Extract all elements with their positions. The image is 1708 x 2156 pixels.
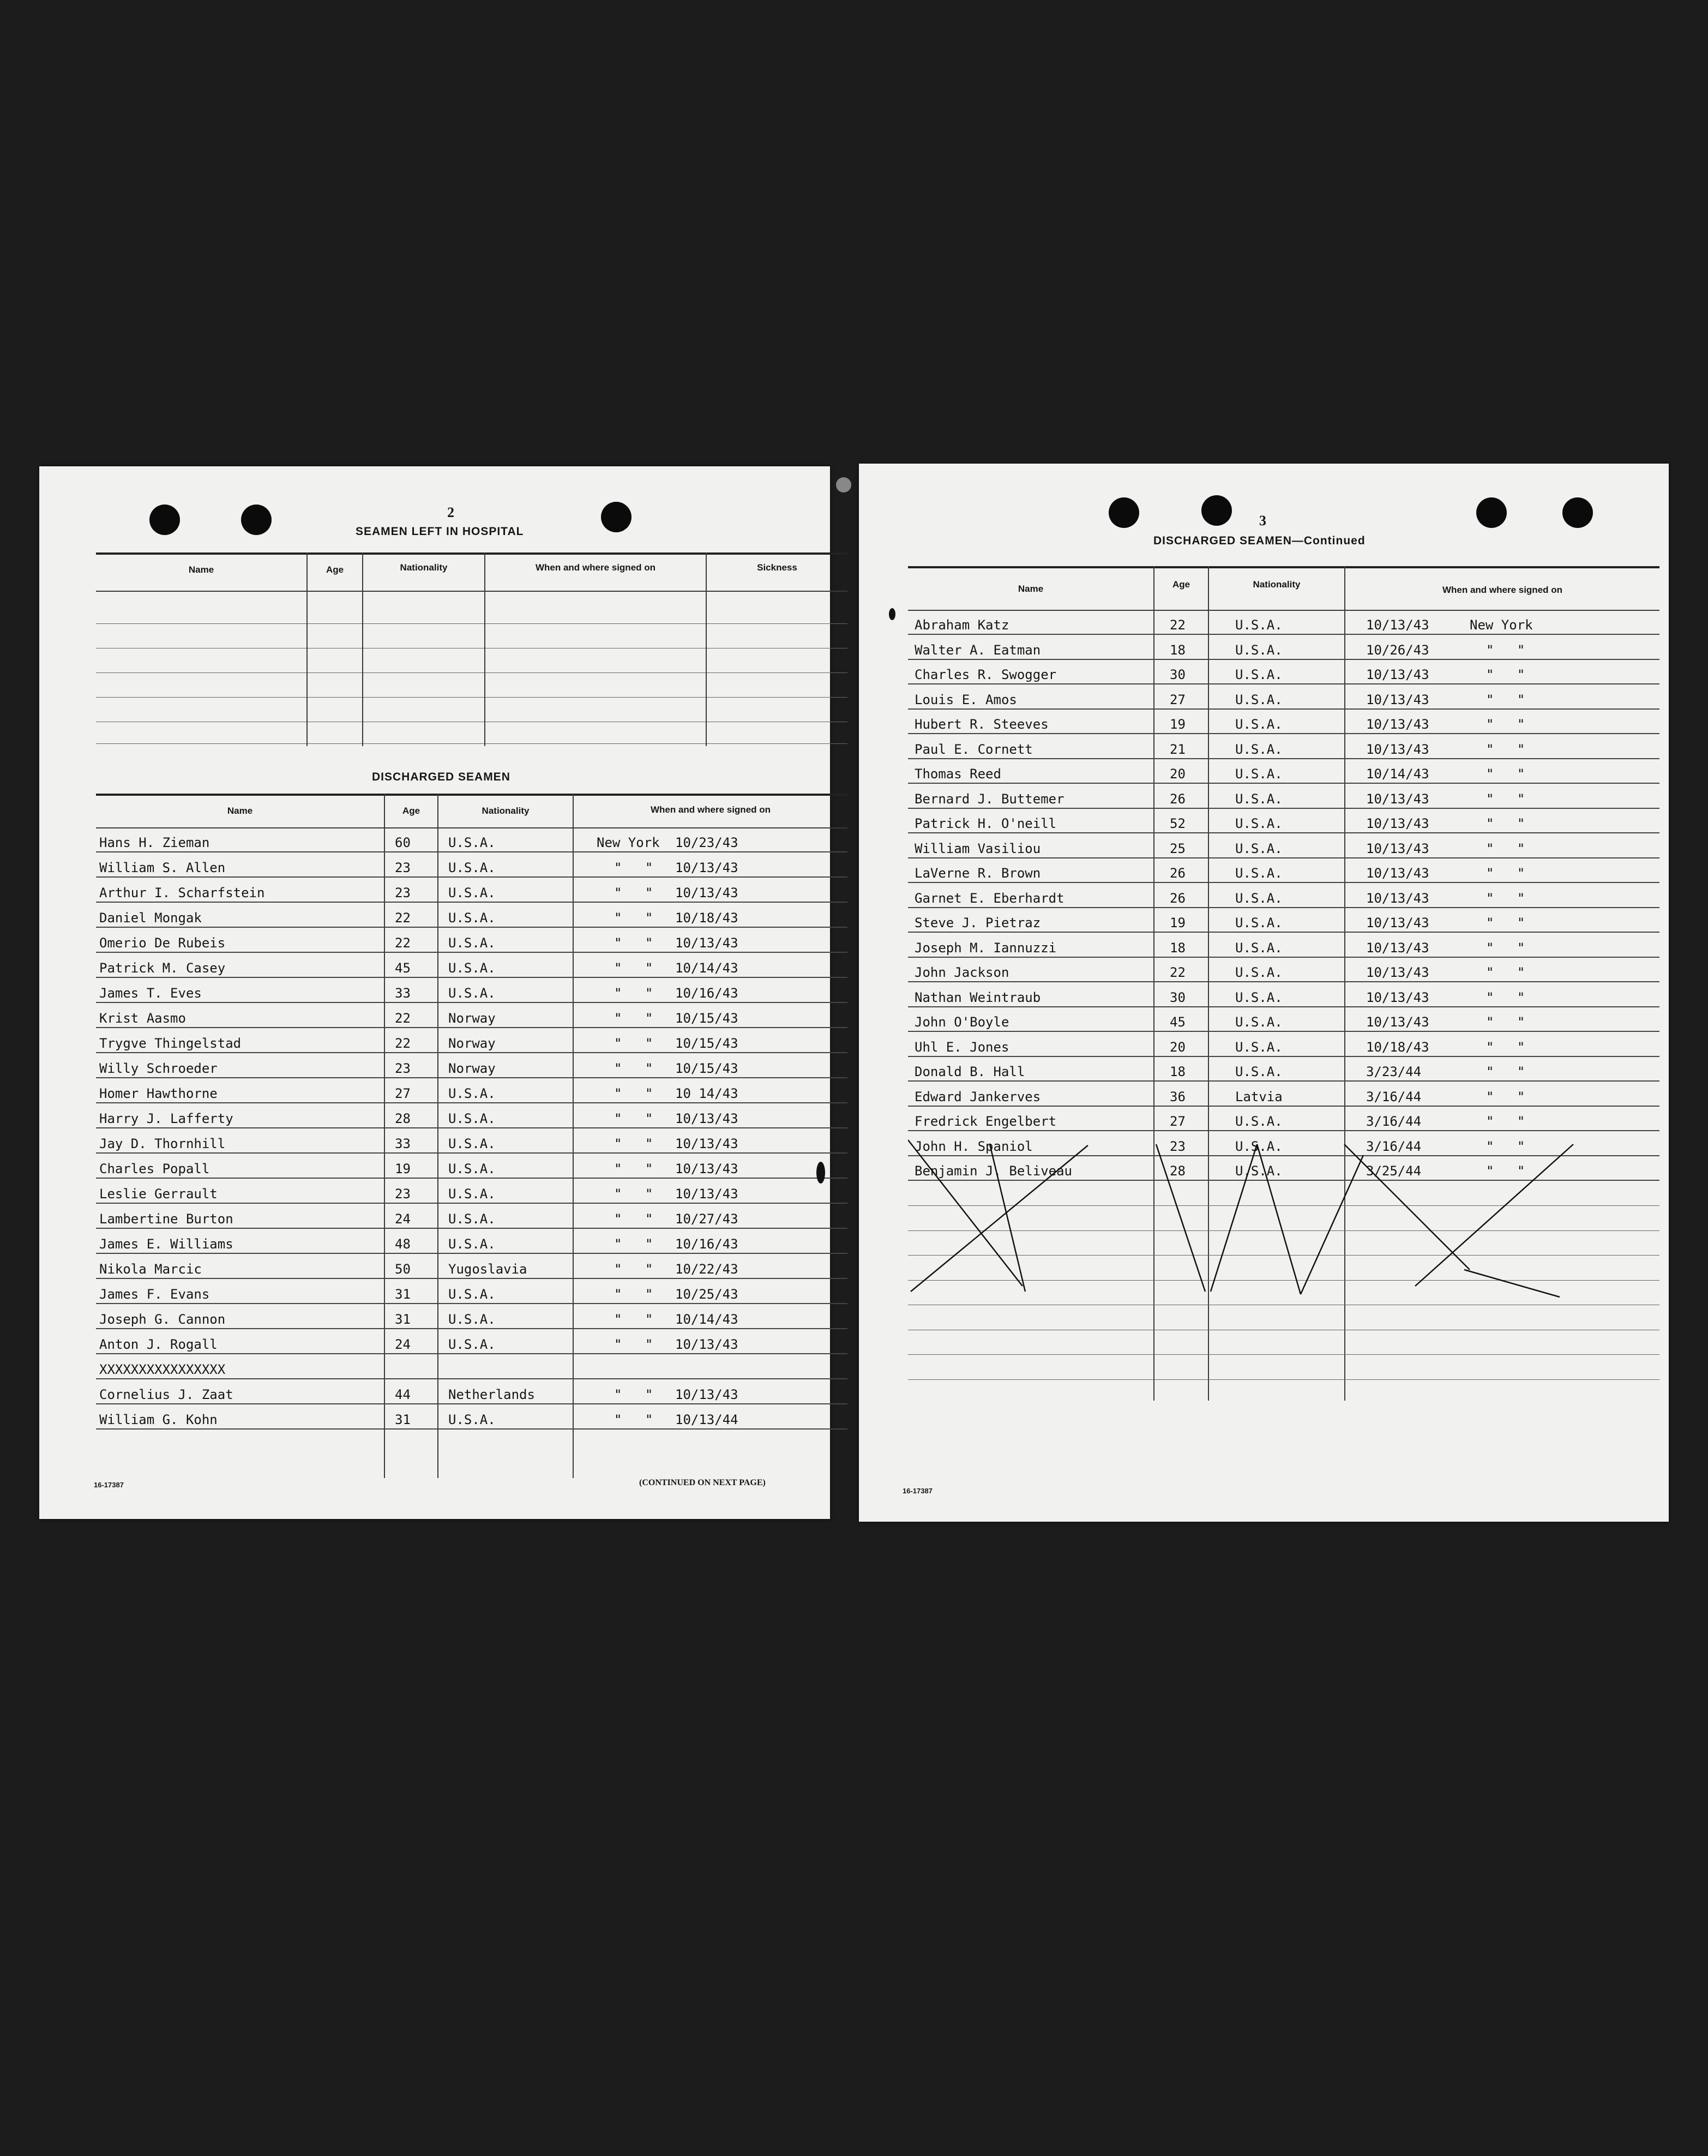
seaman-age: 31 (395, 1312, 411, 1327)
signed-on-place: " " (1486, 1138, 1533, 1154)
col-header-nationality: Nationality (1253, 579, 1301, 590)
seaman-nationality: U.S.A. (448, 1186, 496, 1202)
seaman-age: 31 (395, 1412, 411, 1427)
seaman-age: 28 (395, 1111, 411, 1126)
table-row (96, 1053, 847, 1078)
seaman-name: Steve J. Pietraz (915, 915, 1041, 930)
seaman-age: 31 (395, 1287, 411, 1302)
seaman-age: 26 (1170, 890, 1186, 906)
seaman-name: Anton J. Rogall (99, 1337, 218, 1352)
signed-on-place: " " (1486, 642, 1533, 658)
seaman-nationality: U.S.A. (1235, 692, 1283, 707)
seaman-name: Harry J. Lafferty (99, 1111, 233, 1126)
signed-on-place: New York (597, 835, 660, 850)
signed-on-date: 10/22/43 (675, 1262, 738, 1277)
signed-on-date: 10/13/43 (1366, 989, 1429, 1005)
signed-on-date: 3/16/44 (1366, 1089, 1422, 1104)
signed-on-date: 10/13/43 (1366, 965, 1429, 980)
seaman-nationality: Yugoslavia (448, 1262, 527, 1277)
seaman-nationality: Norway (448, 1011, 496, 1026)
table-row (96, 1379, 847, 1404)
seaman-age: 18 (1170, 642, 1186, 658)
signed-on-place: " " (614, 1387, 661, 1402)
table-row (96, 1128, 847, 1154)
seaman-nationality: U.S.A. (1235, 1039, 1283, 1055)
col-header-name: Name (1018, 584, 1044, 594)
seaman-name: Patrick H. O'neill (915, 816, 1057, 831)
seaman-nationality: U.S.A. (448, 1337, 496, 1352)
seaman-nationality: U.S.A. (448, 835, 496, 850)
signed-on-place: " " (1486, 965, 1533, 980)
signed-on-date: 10/13/43 (675, 885, 738, 900)
signed-on-date: 10/13/43 (1366, 791, 1429, 807)
seaman-nationality: U.S.A. (1235, 1163, 1283, 1179)
seaman-age: 27 (1170, 692, 1186, 707)
signed-on-date: 10/13/43 (1366, 866, 1429, 881)
signed-on-date: 10/13/43 (1366, 915, 1429, 930)
seaman-name: Benjamin J. Beliveau (915, 1163, 1072, 1179)
page-number: 2 (447, 505, 454, 520)
signed-on-date: 10/13/43 (675, 1111, 738, 1126)
seaman-nationality: U.S.A. (1235, 1114, 1283, 1129)
seaman-name: Nathan Weintraub (915, 989, 1041, 1005)
signed-on-place: New York (1470, 617, 1533, 633)
table-row (96, 1078, 847, 1103)
seaman-age: 19 (395, 1161, 411, 1176)
seaman-name: Hans H. Zieman (99, 835, 210, 850)
seaman-name: Joseph G. Cannon (99, 1312, 226, 1327)
seaman-nationality: Latvia (1235, 1089, 1283, 1104)
signed-on-place: " " (614, 1136, 661, 1151)
seaman-name: Charles R. Swogger (915, 667, 1057, 682)
signed-on-place: " " (1486, 741, 1533, 757)
hospital-section-title: SEAMEN LEFT IN HOSPITAL (356, 525, 524, 538)
seaman-age: 27 (1170, 1114, 1186, 1129)
signed-on-date: 10/13/43 (675, 1387, 738, 1402)
signed-on-date: 10/13/43 (675, 1337, 738, 1352)
signed-on-date: 10/13/43 (1366, 692, 1429, 707)
signed-on-place: " " (614, 1186, 661, 1202)
signed-on-date: 10/15/43 (675, 1036, 738, 1051)
table-row (96, 928, 847, 953)
seaman-nationality: U.S.A. (448, 1236, 496, 1252)
signed-on-date: 10/13/43 (1366, 741, 1429, 757)
seaman-age: 19 (1170, 717, 1186, 732)
signed-on-date: 10/13/43 (1366, 1014, 1429, 1030)
seaman-nationality: U.S.A. (448, 1136, 496, 1151)
seaman-age: 23 (395, 885, 411, 900)
seaman-nationality: U.S.A. (448, 1111, 496, 1126)
col-header-nationality: Nationality (482, 806, 530, 816)
seaman-name: Daniel Mongak (99, 910, 202, 926)
seaman-nationality: U.S.A. (1235, 741, 1283, 757)
seaman-age: 45 (1170, 1014, 1186, 1030)
seaman-age: 27 (395, 1086, 411, 1101)
binder-hole (601, 502, 632, 532)
table-row (96, 878, 847, 903)
table-row (96, 1179, 847, 1204)
seaman-age: 18 (1170, 1064, 1186, 1079)
signed-on-date: 10/27/43 (675, 1211, 738, 1227)
seaman-name: Fredrick Engelbert (915, 1114, 1057, 1129)
seaman-nationality: U.S.A. (1235, 890, 1283, 906)
table-row (96, 953, 847, 978)
seaman-nationality: U.S.A. (1235, 667, 1283, 682)
seaman-age: 26 (1170, 791, 1186, 807)
page-number: 3 (1259, 513, 1266, 529)
seaman-name: LaVerne R. Brown (915, 866, 1041, 881)
col-header-signed-on: When and where signed on (650, 804, 771, 815)
signed-on-date: 10/13/43 (1366, 940, 1429, 956)
signed-on-place: " " (1486, 989, 1533, 1005)
seaman-nationality: U.S.A. (1235, 816, 1283, 831)
table-row (96, 1204, 847, 1229)
col-header-sickness: Sickness (757, 562, 797, 573)
binder-hole (241, 505, 272, 535)
seaman-age: 20 (1170, 1039, 1186, 1055)
binder-hole (1109, 497, 1139, 528)
table-row (96, 827, 847, 852)
seaman-name: Homer Hawthorne (99, 1086, 218, 1101)
seaman-name: Cornelius J. Zaat (99, 1387, 233, 1402)
seaman-age: 44 (395, 1387, 411, 1402)
signed-on-date: 10/13/43 (675, 860, 738, 875)
signed-on-date: 10/13/43 (1366, 667, 1429, 682)
form-number: 16-17387 (94, 1481, 124, 1489)
signed-on-place: " " (614, 1337, 661, 1352)
seaman-name: Abraham Katz (915, 617, 1009, 633)
signed-on-date: 10/23/43 (675, 835, 738, 850)
signed-on-place: " " (614, 1086, 661, 1101)
seaman-age: 33 (395, 1136, 411, 1151)
seaman-name: Leslie Gerrault (99, 1186, 218, 1202)
col-header-signed-on: When and where signed on (535, 562, 656, 573)
signed-on-date: 10/13/43 (1366, 717, 1429, 732)
signed-on-place: " " (1486, 1039, 1533, 1055)
col-header-age: Age (326, 564, 344, 575)
seaman-age: 50 (395, 1262, 411, 1277)
seaman-nationality: U.S.A. (448, 910, 496, 926)
seaman-name: Joseph M. Iannuzzi (915, 940, 1057, 956)
signed-on-place: " " (1486, 866, 1533, 881)
col-header-signed-on: When and where signed on (1442, 585, 1563, 595)
signed-on-date: 10/25/43 (675, 1287, 738, 1302)
seaman-age: 22 (1170, 617, 1186, 633)
seaman-nationality: U.S.A. (448, 885, 496, 900)
signed-on-place: " " (614, 986, 661, 1001)
col-header-name: Name (227, 806, 253, 816)
seaman-name: XXXXXXXXXXXXXXXX (99, 1362, 226, 1377)
seaman-age: 22 (395, 910, 411, 926)
signed-on-place: " " (1486, 717, 1533, 732)
seaman-nationality: U.S.A. (1235, 717, 1283, 732)
table-row (96, 852, 847, 878)
signed-on-date: 10/18/43 (1366, 1039, 1429, 1055)
seaman-nationality: U.S.A. (1235, 617, 1283, 633)
col-header-nationality: Nationality (400, 562, 448, 573)
col-header-age: Age (402, 806, 420, 816)
seaman-nationality: Netherlands (448, 1387, 535, 1402)
table-row (96, 1229, 847, 1254)
seaman-name: Omerio De Rubeis (99, 935, 226, 951)
signed-on-place: " " (1486, 1114, 1533, 1129)
table-row (96, 1003, 847, 1028)
signed-on-place: " " (614, 935, 661, 951)
seaman-name: Nikola Marcic (99, 1262, 202, 1277)
seaman-name: Walter A. Eatman (915, 642, 1041, 658)
signed-on-date: 3/23/44 (1366, 1064, 1422, 1079)
seaman-name: Edward Jankerves (915, 1089, 1041, 1104)
seaman-name: Jay D. Thornhill (99, 1136, 226, 1151)
signed-on-place: " " (1486, 1064, 1533, 1079)
signed-on-place: " " (614, 885, 661, 900)
signed-on-date: 10/15/43 (675, 1011, 738, 1026)
signed-on-date: 10/13/43 (1366, 840, 1429, 856)
signed-on-date: 10/16/43 (675, 986, 738, 1001)
signed-on-place: " " (614, 1161, 661, 1176)
binder-hole (1476, 497, 1507, 528)
signed-on-place: " " (1486, 1089, 1533, 1104)
seaman-nationality: U.S.A. (1235, 840, 1283, 856)
cross-out-marks (908, 566, 1659, 1401)
seaman-age: 18 (1170, 940, 1186, 956)
binder-hole (149, 505, 180, 535)
signed-on-date: 10/16/43 (675, 1236, 738, 1252)
seaman-age: 25 (1170, 840, 1186, 856)
signed-on-date: 3/16/44 (1366, 1114, 1422, 1129)
seaman-age: 26 (1170, 866, 1186, 881)
signed-on-date: 10/14/43 (675, 1312, 738, 1327)
seaman-nationality: U.S.A. (448, 1161, 496, 1176)
table-row (96, 1404, 847, 1430)
seaman-name: William G. Kohn (99, 1412, 218, 1427)
seaman-nationality: U.S.A. (448, 986, 496, 1001)
signed-on-date: 3/25/44 (1366, 1163, 1422, 1179)
seaman-age: 23 (395, 1061, 411, 1076)
signed-on-place: " " (1486, 940, 1533, 956)
signed-on-place: " " (1486, 816, 1533, 831)
signed-on-place: " " (614, 860, 661, 875)
seaman-age: 52 (1170, 816, 1186, 831)
signed-on-date: 10/15/43 (675, 1061, 738, 1076)
col-header-age: Age (1172, 579, 1190, 590)
right-page (859, 464, 1669, 1522)
seaman-nationality: U.S.A. (1235, 1138, 1283, 1154)
seaman-age: 48 (395, 1236, 411, 1252)
seaman-age: 45 (395, 960, 411, 976)
seaman-age: 21 (1170, 741, 1186, 757)
table-row (96, 1304, 847, 1329)
seaman-age: 24 (395, 1211, 411, 1227)
signed-on-date: 10/13/43 (675, 1136, 738, 1151)
seaman-nationality: U.S.A. (1235, 1014, 1283, 1030)
seaman-age: 23 (1170, 1138, 1186, 1154)
discharged-continued-table (908, 566, 1659, 1401)
signed-on-place: " " (1486, 692, 1533, 707)
signed-on-place: " " (614, 1312, 661, 1327)
ink-speck (836, 477, 851, 493)
left-page (39, 466, 830, 1519)
form-number: 16-17387 (903, 1487, 933, 1495)
seaman-name: William S. Allen (99, 860, 226, 875)
seaman-age: 22 (1170, 965, 1186, 980)
table-row (96, 1103, 847, 1128)
table-row (96, 1329, 847, 1354)
binder-hole (1201, 495, 1232, 526)
table-row (96, 978, 847, 1003)
seaman-age: 30 (1170, 667, 1186, 682)
seaman-nationality: U.S.A. (1235, 791, 1283, 807)
discharged-table (96, 794, 847, 1478)
signed-on-date: 10/14/43 (1366, 766, 1429, 782)
signed-on-place: " " (1486, 1014, 1533, 1030)
signed-on-place: " " (614, 1061, 661, 1076)
signed-on-place: " " (1486, 1163, 1533, 1179)
table-row (96, 1154, 847, 1179)
signed-on-place: " " (614, 1262, 661, 1277)
seaman-name: Donald B. Hall (915, 1064, 1025, 1079)
signed-on-date: 10/13/43 (1366, 816, 1429, 831)
signed-on-date: 10/26/43 (1366, 642, 1429, 658)
seaman-nationality: U.S.A. (1235, 1064, 1283, 1079)
seaman-name: Patrick M. Casey (99, 960, 226, 976)
seaman-name: Arthur I. Scharfstein (99, 885, 265, 900)
col-header-name: Name (188, 564, 214, 575)
signed-on-place: " " (1486, 840, 1533, 856)
seaman-nationality: U.S.A. (448, 1412, 496, 1427)
signed-on-place: " " (1486, 915, 1533, 930)
seaman-age: 30 (1170, 989, 1186, 1005)
signed-on-place: " " (614, 1111, 661, 1126)
signed-on-date: 10/13/43 (675, 1161, 738, 1176)
seaman-nationality: U.S.A. (448, 1312, 496, 1327)
signed-on-place: " " (1486, 791, 1533, 807)
seaman-nationality: U.S.A. (448, 960, 496, 976)
seaman-name: John O'Boyle (915, 1014, 1009, 1030)
seaman-name: Garnet E. Eberhardt (915, 890, 1065, 906)
table-row (96, 903, 847, 928)
seaman-nationality: U.S.A. (1235, 915, 1283, 930)
table-row (96, 1354, 847, 1379)
seaman-age: 36 (1170, 1089, 1186, 1104)
signed-on-place: " " (1486, 667, 1533, 682)
seaman-name: Willy Schroeder (99, 1061, 218, 1076)
table-row (96, 1279, 847, 1304)
seaman-name: Uhl E. Jones (915, 1039, 1009, 1055)
binder-hole (1562, 497, 1593, 528)
signed-on-place: " " (614, 1412, 661, 1427)
seaman-age: 24 (395, 1337, 411, 1352)
seaman-name: Bernard J. Buttemer (915, 791, 1065, 807)
table-row (96, 1028, 847, 1053)
signed-on-date: 10 14/43 (675, 1086, 738, 1101)
seaman-nationality: U.S.A. (1235, 989, 1283, 1005)
seaman-name: John H. Spaniol (915, 1138, 1033, 1154)
seaman-name: John Jackson (915, 965, 1009, 980)
seaman-nationality: U.S.A. (448, 935, 496, 951)
continued-note: (CONTINUED ON NEXT PAGE) (639, 1478, 766, 1487)
seaman-age: 20 (1170, 766, 1186, 782)
hospital-table (96, 552, 847, 757)
signed-on-place: " " (614, 1011, 661, 1026)
seaman-nationality: U.S.A. (1235, 866, 1283, 881)
seaman-name: Hubert R. Steeves (915, 717, 1049, 732)
seaman-nationality: Norway (448, 1061, 496, 1076)
signed-on-place: " " (1486, 890, 1533, 906)
seaman-nationality: U.S.A. (448, 1086, 496, 1101)
seaman-name: Paul E. Cornett (915, 741, 1033, 757)
seaman-age: 23 (395, 1186, 411, 1202)
ink-speck (816, 1162, 825, 1184)
seaman-nationality: U.S.A. (448, 1287, 496, 1302)
seaman-age: 22 (395, 935, 411, 951)
seaman-nationality: U.S.A. (1235, 965, 1283, 980)
seaman-age: 22 (395, 1036, 411, 1051)
seaman-name: Charles Popall (99, 1161, 210, 1176)
signed-on-date: 10/18/43 (675, 910, 738, 926)
seaman-nationality: U.S.A. (448, 860, 496, 875)
seaman-name: Lambertine Burton (99, 1211, 233, 1227)
signed-on-date: 3/16/44 (1366, 1138, 1422, 1154)
signed-on-date: 10/13/43 (1366, 617, 1429, 633)
seaman-age: 19 (1170, 915, 1186, 930)
right-section-title: DISCHARGED SEAMEN—Continued (1153, 535, 1366, 547)
signed-on-place: " " (1486, 766, 1533, 782)
signed-on-place: " " (614, 1287, 661, 1302)
signed-on-place: " " (614, 1236, 661, 1252)
signed-on-place: " " (614, 1036, 661, 1051)
seaman-name: Thomas Reed (915, 766, 1001, 782)
signed-on-place: " " (614, 1211, 661, 1227)
discharged-section-title: DISCHARGED SEAMEN (372, 771, 510, 783)
table-row (96, 1254, 847, 1279)
seaman-nationality: U.S.A. (1235, 766, 1283, 782)
seaman-nationality: U.S.A. (448, 1211, 496, 1227)
seaman-nationality: U.S.A. (1235, 940, 1283, 956)
seaman-age: 23 (395, 860, 411, 875)
seaman-age: 33 (395, 986, 411, 1001)
seaman-nationality: Norway (448, 1036, 496, 1051)
seaman-name: James F. Evans (99, 1287, 210, 1302)
seaman-name: Louis E. Amos (915, 692, 1017, 707)
seaman-name: Trygve Thingelstad (99, 1036, 242, 1051)
ink-speck (889, 608, 895, 620)
seaman-age: 22 (395, 1011, 411, 1026)
signed-on-date: 10/13/43 (675, 1186, 738, 1202)
signed-on-place: " " (614, 910, 661, 926)
seaman-name: William Vasiliou (915, 840, 1041, 856)
signed-on-date: 10/13/44 (675, 1412, 738, 1427)
signed-on-date: 10/14/43 (675, 960, 738, 976)
seaman-age: 28 (1170, 1163, 1186, 1179)
signed-on-date: 10/13/43 (1366, 890, 1429, 906)
seaman-age: 60 (395, 835, 411, 850)
signed-on-place: " " (614, 960, 661, 976)
seaman-name: James T. Eves (99, 986, 202, 1001)
seaman-nationality: U.S.A. (1235, 642, 1283, 658)
signed-on-date: 10/13/43 (675, 935, 738, 951)
seaman-name: James E. Williams (99, 1236, 233, 1252)
seaman-name: Krist Aasmo (99, 1011, 186, 1026)
